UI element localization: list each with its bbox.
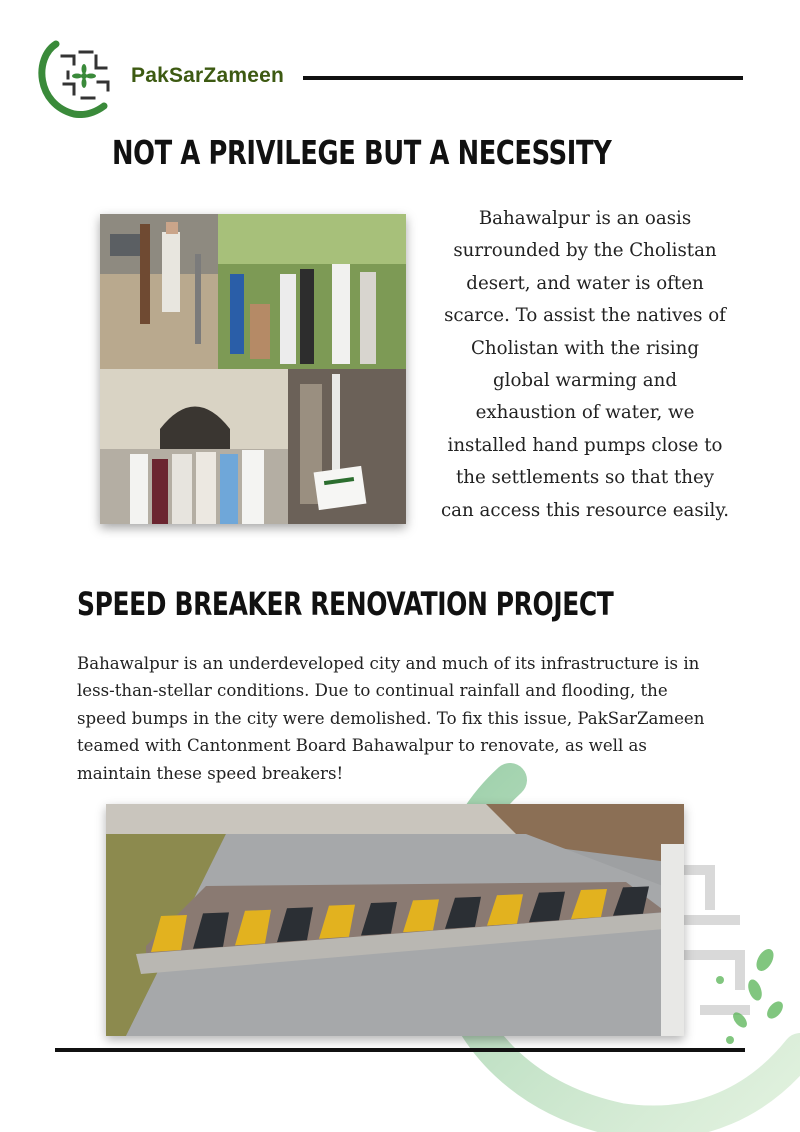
speed-breaker-photo bbox=[106, 804, 684, 1036]
section1-paragraph bbox=[438, 203, 732, 527]
paragraph-line: speed bumps in the city were demolished. To fix this issue, PakSarZameen bbox=[77, 708, 705, 728]
paragraph-line: Bahawalpur is an underdeveloped city and much of its infrastructure is in bbox=[77, 654, 700, 673]
section2-heading: SPEED BREAKER RENOVATION PROJECT bbox=[77, 585, 614, 623]
section2-paragraph bbox=[77, 650, 737, 787]
paragraph-line: Bahawalpur is an oasis bbox=[478, 208, 692, 229]
brand-name: PakSarZameen bbox=[131, 64, 284, 87]
paragraph-line: desert, and water is often bbox=[466, 272, 704, 294]
header-divider bbox=[303, 76, 743, 80]
paragraph-line: the settlements so that they bbox=[455, 467, 715, 489]
paksarzameen-logo bbox=[34, 38, 120, 118]
paragraph-line: global warming and bbox=[493, 370, 677, 392]
paragraph-line: surrounded by the Cholistan bbox=[453, 240, 717, 262]
paragraph-line: installed hand pumps close to bbox=[447, 434, 723, 456]
section1-heading: NOT A PRIVILEGE BUT A NECESSITY bbox=[112, 133, 612, 172]
paragraph-line: can access this resource easily. bbox=[441, 499, 729, 521]
paragraph-line: exhaustion of water, we bbox=[475, 402, 695, 424]
footer-divider bbox=[55, 1048, 745, 1052]
paragraph-line: teamed with Cantonment Board Bahawalpur to renovate, as well as bbox=[77, 736, 647, 756]
paragraph-line: maintain these speed breakers! bbox=[77, 763, 344, 783]
paragraph-line: less-than-stellar conditions. Due to continual rainfall and flooding, the bbox=[77, 681, 668, 701]
paragraph-line: scarce. To assist the natives of bbox=[444, 305, 726, 327]
paragraph-line: Cholistan with the rising bbox=[471, 337, 699, 359]
hand-pump-photo-collage bbox=[100, 214, 406, 524]
